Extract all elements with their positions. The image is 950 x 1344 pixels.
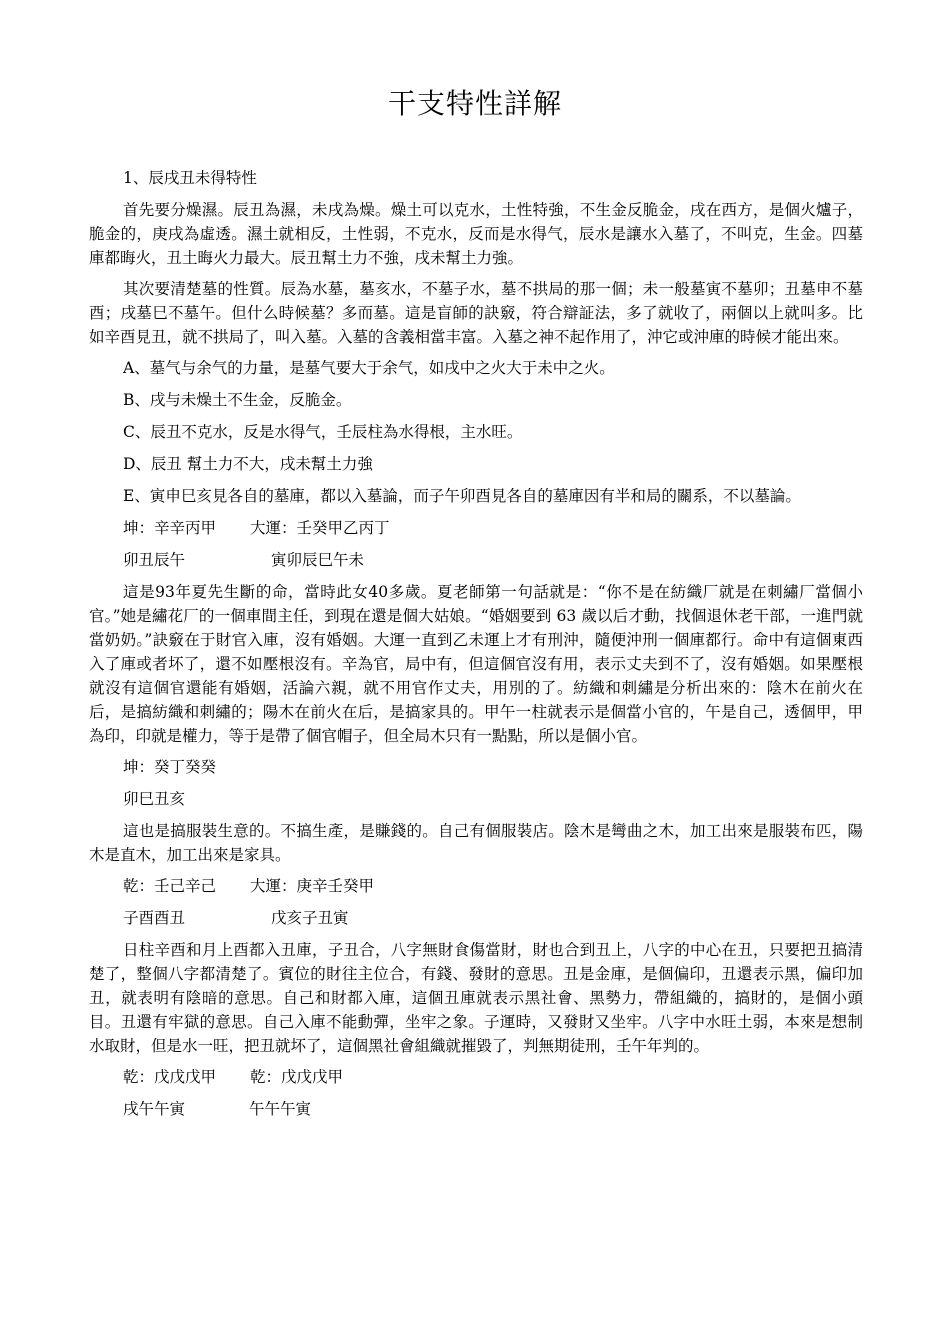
chart2-line2: 卯巳丑亥 <box>123 790 186 808</box>
chart3-line1 <box>89 874 863 898</box>
chart4-branches-left: 戌午午寅 <box>123 1100 186 1118</box>
chart4-line2 <box>89 1097 863 1121</box>
point-c: C、辰丑不克水，反是水得气，壬辰柱為水得根，主水旺。 <box>123 423 523 441</box>
chart1-line1 <box>89 516 863 540</box>
point-b: B、戌与未燥土不生金，反脆金。 <box>123 391 352 409</box>
chart3-branches: 子酉酉丑 <box>123 909 186 927</box>
chart4-stems-right: 乾：戊戊戊甲 <box>250 1068 344 1086</box>
chart3-luck-label: 大運：庚辛壬癸甲 <box>250 877 375 895</box>
paragraph-tomb-nature: 其次要清楚墓的性質。辰為水墓，墓亥水，不墓子水，墓不拱局的那一個；未一般墓寅不墓卯；丑墓申不墓酉；戌墓巳不墓午。但什么時候墓？多而墓。這是盲師的訣竅，符合辯証法，多了就收了，兩個以上就叫多。比如辛酉見丑，就不拱局了，叫入墓。入墓的含義相當丰富。入墓之神不起作用了，沖它或沖庫的時候才能出來。 <box>89 280 863 346</box>
chart3-stems: 乾：壬己辛己 <box>123 877 217 895</box>
chart3-analysis: 日柱辛酉和月上酉都入丑庫，子丑合，八字無財食傷當財，財也合到丑上，八字的中心在丑，只要把丑搞清楚了，整個八字都清楚了。賓位的財往主位合，有錢、發財的意思。丑是金庫，是個偏印，丑還表示黑，偏印加丑，就表明有陰暗的意思。自己和財都入庫，這個丑庫就表示黑社會、黑勢力，帶組織的，搞財的，是個小頭目。丑還有牢獄的意思。自己入庫不能動彈，坐牢之象。子運時，又發財又坐牢。八字中水旺土弱，本來是想制水取財，但是水一旺，把丑就坏了，這個黑社會組織就摧毀了，判無期徒刑，壬午年判的。 <box>89 941 863 1055</box>
chart1-line2 <box>89 548 863 572</box>
chart4-stems-left: 乾：戊戊戊甲 <box>123 1068 217 1086</box>
chart1-luck-label: 大運：壬癸甲乙丙丁 <box>250 519 390 537</box>
document-title: 干支特性詳解 <box>387 87 562 120</box>
paragraph-dry-wet: 首先要分燥濕。辰丑為濕，未戌為燥。燥土可以克水，土性特強，不生金反脆金，戌在西方，是個火爐子，脆金的，庚戌為虛透。濕土就相反，土性弱，不克水，反而是水得气，辰水是讓水入墓了，不叫克，生金。四墓庫都晦火，丑土晦火力最大。辰丑幫土力不強，戌未幫土力強。 <box>89 201 863 267</box>
chart1-luck-branches: 寅卯辰巳午未 <box>271 551 365 569</box>
chart1-branches: 卯丑辰午 <box>123 551 186 569</box>
chart1-stems: 坤：辛辛丙甲 <box>123 519 217 537</box>
chart3-line2 <box>89 906 863 930</box>
chart3-luck-branches: 戊亥子丑寅 <box>271 909 349 927</box>
chart4-branches-right: 午午午寅 <box>249 1100 312 1118</box>
chart1-analysis: 這是93年夏先生斷的命，當時此女40多歲。夏老師第一句話就是：“你不是在紡織厂就是在刺繡厂當個小官。”她是繡花厂的一個車間主任，到現在還是個大姑娘。“婚姻要到 63 歲以后才動，找個退休老干部，一進門就當奶奶。”訣竅在于財官入庫，沒有婚姻。大運一直到乙未運上才有刑沖，隨便沖刑一個庫都行。命中有這個東西入了庫或者坏了，還不如壓根沒有。辛為官，局中有，但這個官沒有用，表示丈夫到不了，沒有婚姻。如果壓根就沒有這個官還能有婚姻，活論六親，就不用官作丈夫，用別的了。紡織和刺繡是分析出來的：陰木在前火在后，是搞紡織和刺繡的；陽木在前火在后，是搞家具的。甲午一柱就表示是個當小官的，午是自己，透個甲，甲為印，印就是權力，等于是帶了個官帽子，但全局木只有一點點，所以是個小官。 <box>89 583 863 745</box>
document-body <box>89 166 863 1129</box>
section-heading: 1、辰戌丑未得特性 <box>123 169 257 187</box>
point-a: A、墓气与余气的力量，是墓气要大于余气，如戌中之火大于未中之火。 <box>123 359 615 377</box>
chart2-analysis: 這也是搞服裝生意的。不搞生產，是賺錢的。自己有個服裝店。陰木是彎曲之木，加工出來是服裝布匹，陽木是直木，加工出來是家具。 <box>89 822 863 864</box>
point-d: D、辰丑 幫土力不大，戌未幫土力強 <box>123 455 373 473</box>
chart4-line1 <box>89 1065 863 1089</box>
chart2-line1: 坤：癸丁癸癸 <box>123 758 217 776</box>
point-e: E、寅申巳亥見各自的墓庫，都以入墓論，而子午卯酉見各自的墓庫因有半和局的關系，不以墓論。 <box>123 487 801 505</box>
